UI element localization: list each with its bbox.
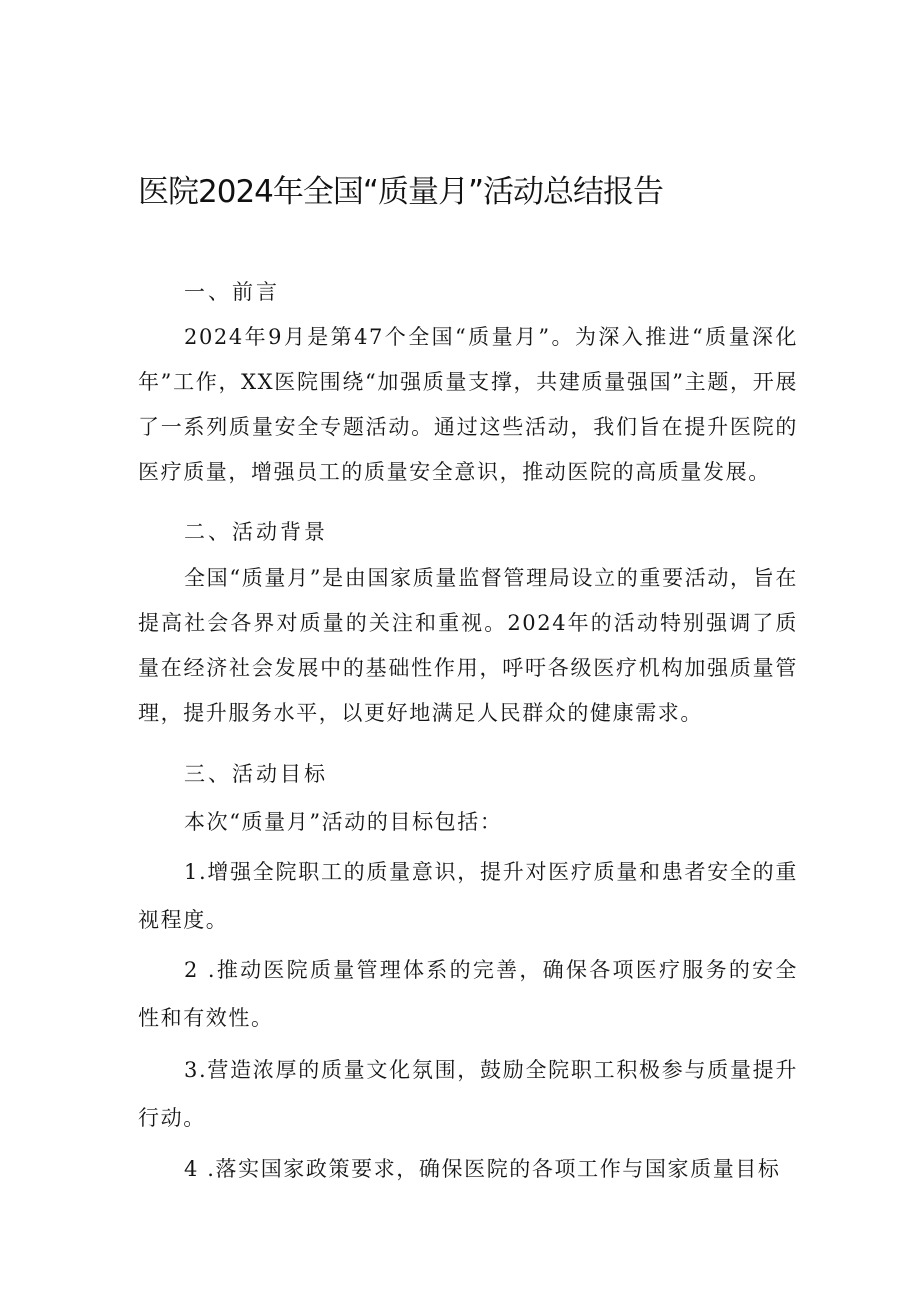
section-heading-background: 二、活动背景	[184, 520, 328, 544]
section-heading-goals: 三、活动目标	[184, 762, 328, 786]
section-heading-preface: 一、前言	[184, 280, 280, 304]
goal-item-2: 2 .推动医院质量管理体系的完善，确保各项医疗服务的安全性和有效性。	[138, 958, 798, 1030]
goal-item-4: 4 .落实国家政策要求，确保医院的各项工作与国家质量目标	[184, 1157, 781, 1181]
document-title: 医院2024年全国“质量月”活动总结报告	[138, 174, 664, 210]
preface-paragraph: 2024年9月是第47个全国“质量月”。为深入推进“质量深化年”工作，XX医院围绕“加强质量支撑，共建质量强国”主题，开展了一系列质量安全专题活动。通过这些活动，我们旨在提升医院的医疗质量，增强员工的质量安全意识，推动医院的高质量发展。	[138, 325, 798, 484]
goal-item-1: 1.增强全院职工的质量意识，提升对医疗质量和患者安全的重视程度。	[138, 860, 798, 932]
background-paragraph: 全国“质量月”是由国家质量监督管理局设立的重要活动，旨在提高社会各界对质量的关注和重视。2024年的活动特别强调了质量在经济社会发展中的基础性作用，呼吁各级医疗机构加强质量管理，提升服务水平，以更好地满足人民群众的健康需求。	[138, 566, 798, 725]
goals-intro: 本次“质量月”活动的目标包括：	[184, 810, 503, 834]
goal-item-3: 3.营造浓厚的质量文化氛围，鼓励全院职工积极参与质量提升行动。	[138, 1058, 798, 1130]
